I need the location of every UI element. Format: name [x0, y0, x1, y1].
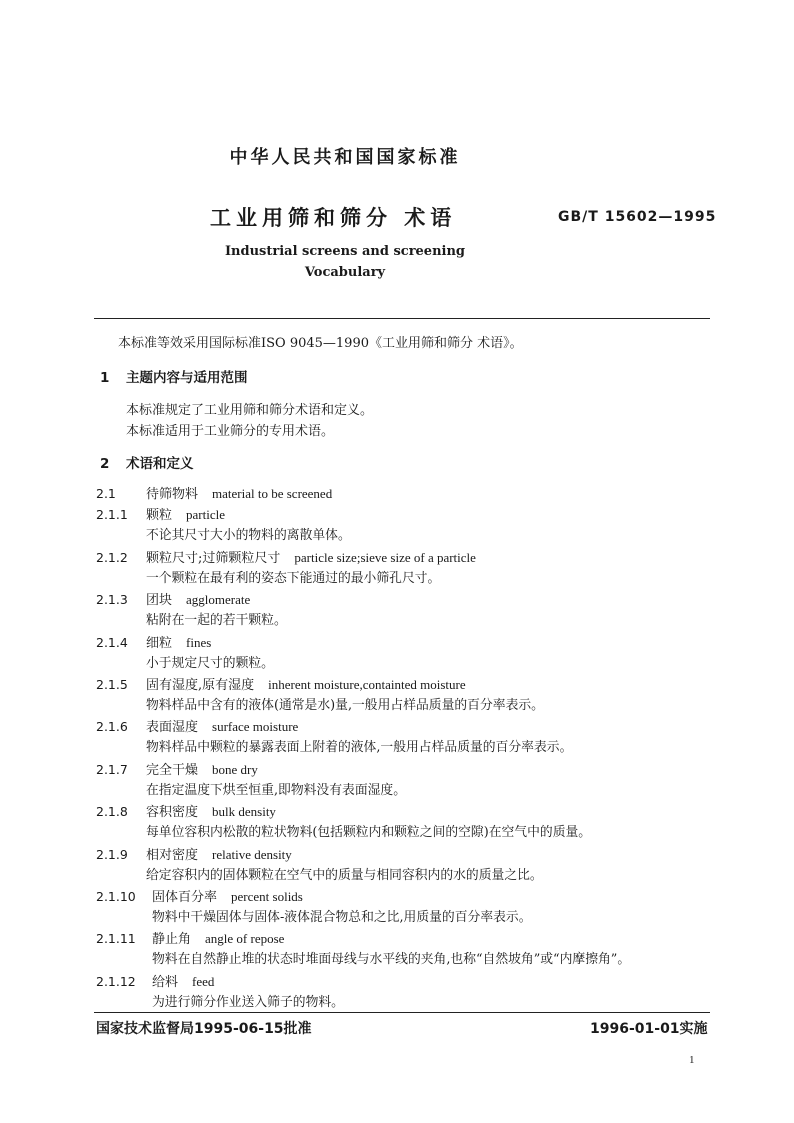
- term-chinese: 细粒: [146, 635, 173, 651]
- section-1-paragraph-1: 本标准规定了工业用筛和筛分术语和定义。: [126, 403, 374, 418]
- term-number: 2.1.7: [96, 761, 128, 777]
- term-english: feed: [192, 973, 215, 989]
- term-chinese: 相对密度: [146, 847, 199, 863]
- term-chinese: 待筛物料: [146, 487, 199, 502]
- term-number: 2.1: [96, 486, 116, 501]
- section-2-title: 术语和定义: [126, 456, 194, 472]
- term-number: 2.1.6: [96, 719, 128, 735]
- term-chinese: 完全干燥: [146, 762, 199, 778]
- term-number: 2.1.9: [96, 846, 128, 862]
- term-entry: [96, 547, 716, 589]
- term-english: percent solids: [231, 888, 303, 904]
- term-definition: 在指定温度下烘至恒重,即物料没有表面湿度。: [146, 782, 407, 798]
- term-number: 2.1.11: [96, 931, 136, 947]
- term-number: 2.1.5: [96, 676, 128, 692]
- term-definition: 一个颗粒在最有利的姿态下能通过的最小筛孔尺寸。: [146, 570, 441, 586]
- english-title-line1: Industrial screens and screening: [224, 244, 466, 259]
- bottom-divider: [94, 1012, 710, 1013]
- term-chinese: 团块: [146, 593, 173, 609]
- national-standard-heading: 中华人民共和国国家标准: [229, 147, 461, 168]
- term-chinese: 容积密度: [146, 805, 199, 821]
- term-english: bulk density: [212, 804, 276, 820]
- section-2-number: 2: [100, 456, 110, 472]
- term-number: 2.1.12: [96, 973, 136, 989]
- document-title: 工业用筛和筛分 术语: [210, 206, 457, 230]
- term-definition: 不论其尺寸大小的物料的离散单体。: [146, 528, 351, 544]
- term-entry: [96, 886, 716, 928]
- term-entry: [96, 504, 716, 546]
- term-chinese: 固体百分率: [152, 889, 218, 905]
- term-english: material to be screened: [212, 486, 333, 501]
- term-definition: 物料样品中含有的液体(通常是水)量,一般用占样品质量的百分率表示。: [146, 697, 544, 713]
- term-definition: 物料在自然静止堆的状态时堆面母线与水平线的夹角,也称“自然坡角”或“内摩擦角”。: [152, 952, 631, 968]
- english-title-line2: Vocabulary: [304, 265, 386, 280]
- term-entry: [96, 971, 716, 1013]
- term-entry: [96, 844, 716, 886]
- term-chinese: 颗粒: [146, 508, 173, 524]
- term-number: 2.1.4: [96, 634, 128, 650]
- term-definition: 为进行筛分作业送入筛子的物料。: [152, 994, 344, 1010]
- term-english: agglomerate: [186, 592, 251, 608]
- term-english: angle of repose: [205, 931, 285, 947]
- section-1-paragraph-2: 本标准适用于工业筛分的专用术语。: [126, 424, 335, 439]
- term-number: 2.1.8: [96, 804, 128, 820]
- section-2-heading: [100, 452, 194, 472]
- term-number: 2.1.3: [96, 592, 128, 608]
- term-definition: 粘附在一起的若干颗粒。: [146, 613, 287, 629]
- term-english: relative density: [212, 846, 292, 862]
- term-chinese: 颗粒尺寸;过筛颗粒尺寸: [146, 550, 281, 566]
- term-definition: 物料中干燥固体与固体-液体混合物总和之比,用质量的百分率表示。: [152, 909, 532, 925]
- term-chinese: 表面湿度: [146, 720, 199, 736]
- term-entry: [96, 759, 716, 801]
- term-definition: 物料样品中颗粒的暴露表面上附着的液体,一般用占样品质量的百分率表示。: [146, 740, 573, 756]
- term-entry: [96, 632, 716, 674]
- term-english: particle size;sieve size of a particle: [294, 549, 476, 565]
- term-definition: 小于规定尺寸的颗粒。: [146, 655, 274, 671]
- section-1-number: 1: [100, 370, 110, 386]
- section-1-title: 主题内容与适用范围: [126, 370, 248, 386]
- effective-date: 1996-01-01实施: [590, 1021, 708, 1037]
- term-list: [96, 483, 716, 1013]
- standard-code: GB/T 15602—1995: [558, 209, 717, 225]
- term-english: inherent moisture,containted moisture: [268, 676, 466, 692]
- term-definition: 给定容积内的固体颗粒在空气中的质量与相同容积内的水的质量之比。: [146, 867, 543, 883]
- term-english: particle: [186, 507, 225, 523]
- term-chinese: 固有湿度,原有湿度: [146, 677, 255, 693]
- term-entry: [96, 928, 716, 970]
- term-english: fines: [186, 634, 212, 650]
- term-chinese: 静止角: [152, 932, 192, 948]
- section-1-heading: [100, 366, 248, 386]
- term-definition: 每单位容积内松散的粒状物料(包括颗粒内和颗粒之间的空隙)在空气中的质量。: [146, 825, 592, 841]
- term-english: surface moisture: [212, 719, 299, 735]
- term-entry: [96, 589, 716, 631]
- term-number: 2.1.1: [96, 507, 128, 523]
- intro-paragraph: 本标准等效采用国际标准ISO 9045—1990《工业用筛和筛分 术语》。: [118, 336, 523, 351]
- term-entry: [96, 801, 716, 843]
- approval-date: 国家技术监督局1995-06-15批准: [96, 1021, 312, 1037]
- page-number: 1: [689, 1054, 695, 1066]
- term-entry: [96, 716, 716, 758]
- top-divider: [94, 318, 710, 319]
- term-entry: [96, 674, 716, 716]
- term-chinese: 给料: [152, 974, 179, 990]
- term-number: 2.1.2: [96, 549, 128, 565]
- term-number: 2.1.10: [96, 888, 136, 904]
- term-english: bone dry: [212, 761, 258, 777]
